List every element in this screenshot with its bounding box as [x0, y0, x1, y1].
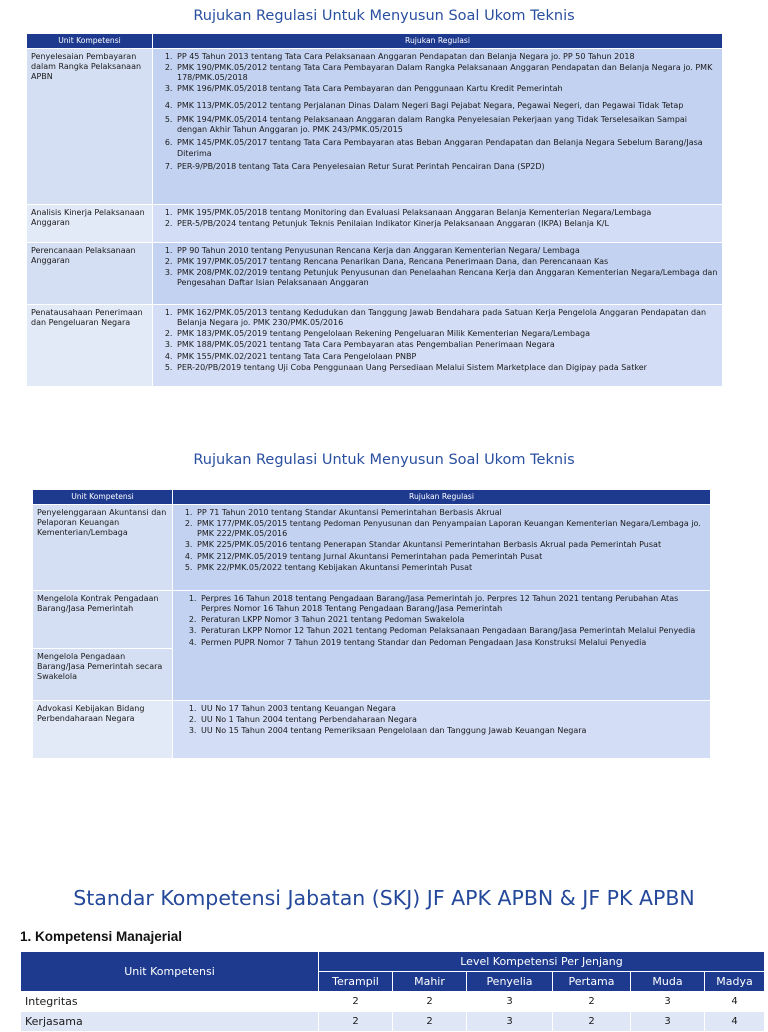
- reference-item: 4. PMK 155/PMK.02/2021 tentang Tata Cara Pengelolaan PNBP: [175, 352, 719, 362]
- level-value: 2: [553, 992, 631, 1012]
- reference-item: 1. PP 71 Tahun 2010 tentang Standar Akuntansi Pemerintahan Berbasis Akrual: [195, 508, 707, 518]
- reference-list: [157, 246, 719, 289]
- level-value: 3: [631, 1012, 705, 1032]
- refs-cell: [173, 504, 711, 590]
- col-header-level-group: Level Kompetensi Per Jenjang: [319, 952, 765, 972]
- level-header: Madya: [705, 972, 765, 992]
- refs-cell: [173, 590, 711, 700]
- section3-title: Standar Kompetensi Jabatan (SKJ) JF APK APBN & JF PK APBN: [73, 886, 695, 910]
- unit-cell: Advokasi Kebijakan Bidang Perbendaharaan Negara: [33, 700, 173, 758]
- level-value: 2: [393, 992, 467, 1012]
- reference-item: 3. UU No 15 Tahun 2004 tentang Pemeriksaan Pengelolaan dan Tanggung Jawab Keuangan Negara: [199, 726, 707, 736]
- refs-cell: [153, 48, 723, 204]
- level-value: 4: [705, 1012, 765, 1032]
- section2-title: Rujukan Regulasi Untuk Menyusun Soal Ukom Teknis: [193, 452, 575, 468]
- table-row: [21, 992, 765, 1012]
- refs-cell: [153, 204, 723, 242]
- level-header: Pertama: [553, 972, 631, 992]
- level-header: Penyelia: [467, 972, 553, 992]
- unit-cell: Analisis Kinerja Pelaksanaan Anggaran: [27, 204, 153, 242]
- reference-item: 2. PMK 197/PMK.05/2017 tentang Rencana Penarikan Dana, Rencana Penerimaan Dana, dan Perencanaan Kas: [175, 257, 719, 267]
- section-subheading: 1. Kompetensi Manajerial: [20, 929, 183, 944]
- reference-item: 1. UU No 17 Tahun 2003 tentang Keuangan Negara: [199, 704, 707, 714]
- level-header: Terampil: [319, 972, 393, 992]
- refs-cell: [153, 242, 723, 304]
- reference-item: 2. PMK 177/PMK.05/2015 tentang Pedoman Penyusunan dan Penyampaian Laporan Keuangan Kementerian Negara/Lembaga jo. PMK 222/PMK.05/2016: [195, 519, 707, 539]
- reference-item: 5. PMK 22/PMK.05/2022 tentang Kebijakan Akuntansi Pemerintah Pusat: [195, 563, 707, 573]
- reference-item: 4. PMK 113/PMK.05/2012 tentang Perjalanan Dinas Dalam Negeri Bagi Pejabat Negara, Pegawai Negeri, dan Pegawai Tidak Tetap: [175, 101, 719, 111]
- reference-item: 1. PMK 162/PMK.05/2013 tentang Kedudukan dan Tanggung Jawab Bendahara pada Satuan Kerja Pengelola Anggaran Pendapatan dan Belanja Negara jo. PMK 230/PMK.05/2016: [175, 308, 719, 328]
- reference-list: [157, 208, 719, 229]
- reference-item: 1. PP 90 Tahun 2010 tentang Penyusunan Rencana Kerja dan Anggaran Kementerian Negara/ Lembaga: [175, 246, 719, 256]
- reference-item: 2. PER-5/PB/2024 tentang Petunjuk Teknis Penilaian Indikator Kinerja Pelaksanaan Anggaran (IKPA) Belanja K/L: [175, 219, 719, 229]
- reference-item: 3. PMK 225/PMK.05/2016 tentang Penerapan Standar Akuntansi Pemerintahan Berbasis Akrual pada Pemerintah Pusat: [195, 540, 707, 550]
- reference-item: 7. PER-9/PB/2018 tentang Tata Cara Penyelesaian Retur Surat Perintah Pencairan Dana (SP2D): [175, 162, 719, 172]
- unit-cell: Mengelola Pengadaan Barang/Jasa Pemerintah secara Swakelola: [33, 648, 173, 700]
- regulation-table-2: [32, 489, 711, 759]
- reference-item: 4. PMK 212/PMK.05/2019 tentang Jurnal Akuntansi Pemerintahan pada Pemerintah Pusat: [195, 552, 707, 562]
- unit-cell: Perencanaan Pelaksanaan Anggaran: [27, 242, 153, 304]
- level-value: 4: [705, 992, 765, 1012]
- level-value: 3: [467, 1012, 553, 1032]
- regulation-table-1: [26, 33, 723, 387]
- unit-cell: Penyelenggaraan Akuntansi dan Pelaporan Keuangan Kementerian/Lembaga: [33, 504, 173, 590]
- reference-item: 4. Permen PUPR Nomor 7 Tahun 2019 tentang Standar dan Pedoman Pengadaan Jasa Konstruksi Melalui Penyedia: [199, 638, 707, 648]
- level-value: 3: [467, 992, 553, 1012]
- col-header-unit: Unit Kompetensi: [21, 952, 319, 992]
- reference-item: 2. Peraturan LKPP Nomor 3 Tahun 2021 tentang Pedoman Swakelola: [199, 615, 707, 625]
- reference-item: 5. PER-20/PB/2019 tentang Uji Coba Penggunaan Uang Persediaan Melalui Sistem Marketplace dan Digipay pada Satker: [175, 363, 719, 373]
- reference-list: [157, 52, 719, 172]
- reference-list: [177, 508, 707, 573]
- reference-item: 5. PMK 194/PMK.05/2014 tentang Pelaksanaan Anggaran dalam Rangka Penyelesaian Pekerjaan yang Tidak Terselesaikan Sampai dengan Akhir Tahun Anggaran jo. PMK 243/PMK.05/2015: [175, 115, 719, 135]
- col-header-unit: Unit Kompetensi: [33, 490, 173, 505]
- level-value: 2: [319, 1012, 393, 1032]
- reference-list: [181, 704, 707, 737]
- reference-item: 3. Peraturan LKPP Nomor 12 Tahun 2021 tentang Pedoman Pelaksanaan Pengadaan Barang/Jasa Pemerintah Melalui Penyedia: [199, 626, 707, 636]
- competency-name: Integritas: [21, 992, 319, 1012]
- unit-cell: Penyelesaian Pembayaran dalam Rangka Pelaksanaan APBN: [27, 48, 153, 204]
- level-header: Mahir: [393, 972, 467, 992]
- level-value: 3: [631, 992, 705, 1012]
- level-header: Muda: [631, 972, 705, 992]
- unit-cell: Mengelola Kontrak Pengadaan Barang/Jasa Pemerintah: [33, 590, 173, 648]
- level-value: 2: [319, 992, 393, 1012]
- reference-list: [181, 594, 707, 648]
- col-header-ref: Rujukan Regulasi: [153, 34, 723, 49]
- refs-cell: [173, 700, 711, 758]
- table-row: [21, 1012, 765, 1032]
- refs-cell: [153, 304, 723, 386]
- reference-item: 3. PMK 196/PMK.05/2018 tentang Tata Cara Pembayaran dan Penggunaan Kartu Kredit Pemerintah: [175, 84, 719, 94]
- reference-item: 3. PMK 208/PMK.02/2019 tentang Petunjuk Penyusunan dan Penelaahan Rencana Kerja dan Anggaran Kementerian Negara/Lembaga dan Pengesahan Daftar Isian Pelaksanaan Anggaran: [175, 268, 719, 288]
- col-header-ref: Rujukan Regulasi: [173, 490, 711, 505]
- competency-name: Kerjasama: [21, 1012, 319, 1032]
- section1-title: Rujukan Regulasi Untuk Menyusun Soal Ukom Teknis: [193, 8, 575, 24]
- reference-item: 2. UU No 1 Tahun 2004 tentang Perbendaharaan Negara: [199, 715, 707, 725]
- reference-item: 2. PMK 190/PMK.05/2012 tentang Tata Cara Pembayaran Dalam Rangka Pelaksanaan Anggaran Pendapatan dan Belanja Negara jo. PMK 178/PMK.05/2018: [175, 63, 719, 83]
- level-value: 2: [393, 1012, 467, 1032]
- col-header-unit: Unit Kompetensi: [27, 34, 153, 49]
- competency-table: [20, 951, 765, 1032]
- level-value: 2: [553, 1012, 631, 1032]
- reference-item: 1. Perpres 16 Tahun 2018 tentang Pengadaan Barang/Jasa Pemerintah jo. Perpres 12 Tahun 2021 tentang Perubahan Atas Perpres Nomor 16 Tahun 2018 Tentang Pengadaan Barang/Jasa Pemerintah: [199, 594, 707, 614]
- reference-list: [157, 308, 719, 373]
- unit-cell: Penatausahaan Penerimaan dan Pengeluaran Negara: [27, 304, 153, 386]
- reference-item: 3. PMK 188/PMK.05/2021 tentang Tata Cara Pembayaran atas Pengembalian Penerimaan Negara: [175, 340, 719, 350]
- reference-item: 6. PMK 145/PMK.05/2017 tentang Tata Cara Pembayaran atas Beban Anggaran Pendapatan dan Belanja Negara Sebelum Barang/Jasa Diterima: [175, 138, 719, 158]
- reference-item: 2. PMK 183/PMK.05/2019 tentang Pengelolaan Rekening Pengeluaran Milik Kementerian Negara/Lembaga: [175, 329, 719, 339]
- reference-item: 1. PP 45 Tahun 2013 tentang Tata Cara Pelaksanaan Anggaran Pendapatan dan Belanja Negara jo. PP 50 Tahun 2018: [175, 52, 719, 62]
- reference-item: 1. PMK 195/PMK.05/2018 tentang Monitoring dan Evaluasi Pelaksanaan Anggaran Belanja Kementerian Negara/Lembaga: [175, 208, 719, 218]
